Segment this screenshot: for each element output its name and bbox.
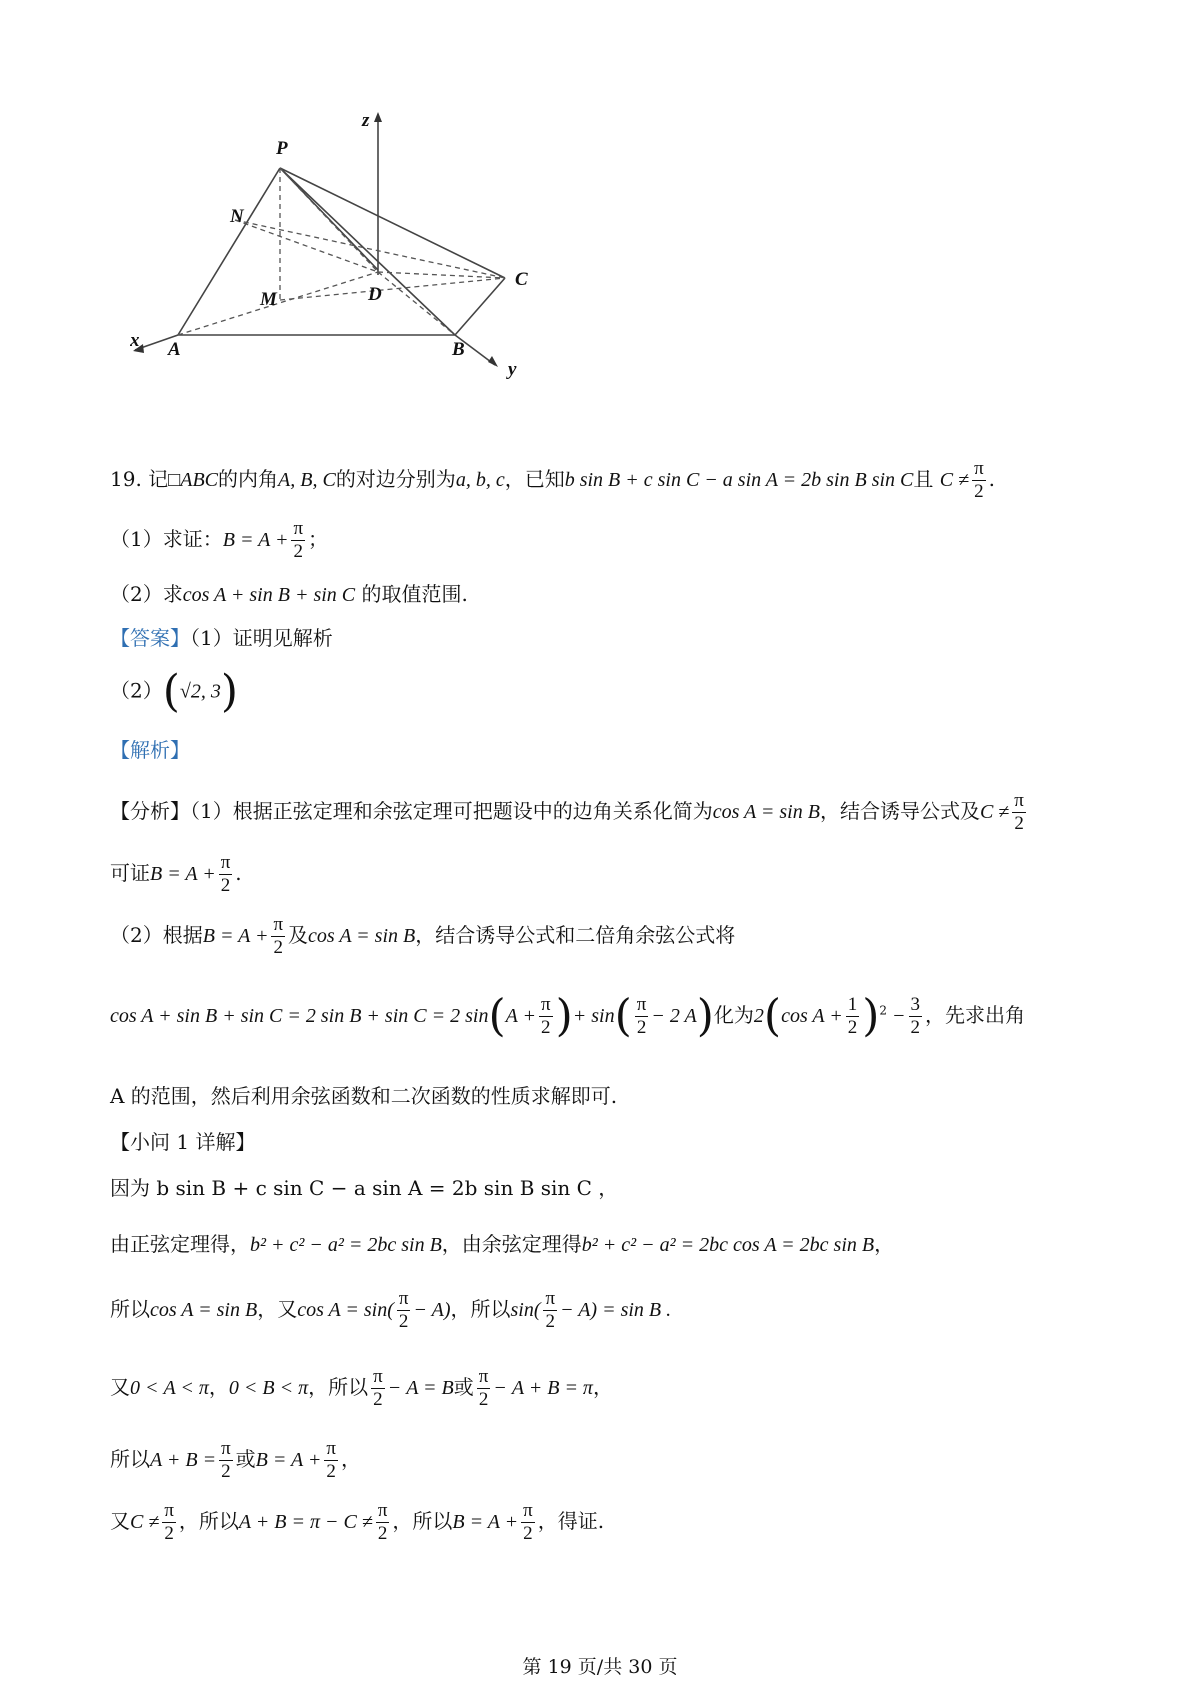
label-x: x [130,330,140,351]
label-y: y [508,359,517,380]
answer-line-1: 【答案】（1）证明见解析 [110,626,333,650]
fraction: $\frac{\pi}{2}$ [478,1366,489,1410]
label-P: P [276,138,288,159]
fraction: $\frac{\pi}{2}$ [326,1438,336,1482]
fraction: $\frac{\pi}{2}$ [540,994,551,1038]
detail-line-1: 因为 b sin B + c sin C − a sin A = 2b sin B sin C ， [110,1176,619,1200]
fraction: $\frac{\pi}{2}$ [523,1500,533,1544]
detail-line-3: 所以cos A = sin B，又cos A = sin( $\frac{\pi}{2}$ − A)，所以sin( $\frac{\pi}{2}$ − A) = sin B . [110,1288,672,1332]
detail-line-6: 又C ≠ $\frac{\pi}{2}$ ，所以A + B = π − C ≠ $\frac{\pi}{2}$ ，所以B = A + $\frac{\pi}{2}$ ，得证. [110,1500,605,1544]
page-footer: 第 19 页/共 30 页 [522,1656,678,1678]
fraction: $\frac{\pi}{2}$ [377,1500,388,1544]
fraction: $\frac{\pi}{2}$ [164,1500,174,1544]
pyramid-figure [130,110,610,420]
problem-stem: 19. 记□ABC的内角A, B, C的对边分别为a, b, c，已知b sin B + c sin C − a sin A = 2b sin B sin C且 C ≠ $\frac{\pi}{2}$ . [110,458,996,502]
z-axis-arrow-icon [374,112,382,122]
label-M: M [260,289,277,310]
fraction: $\frac{\pi}{2}$ [974,458,984,502]
fraction: $\frac{\pi}{2}$ [398,1288,409,1332]
fraction: $\frac{\pi}{2}$ [293,518,304,562]
label-D: D [368,284,382,305]
detail-line-5: 所以A + B = $\frac{\pi}{2}$ 或B = A + $\frac{\pi}{2}$ ， [110,1438,361,1482]
y-axis-arrow-icon [488,356,498,367]
label-C: C [515,269,528,290]
analysis-line-4: cos A + sin B + sin C = 2 sin B + sin C = 2 sin(A + $\frac{\pi}{2}$ )+ sin( $\frac{\pi}{2}$ − 2 A)化为2(cos A + $\frac{1}{2}$ )$^2$ − $\frac{3}{2}$ ，先求出角 [110,990,1026,1042]
analysis-line-1: 【分析】（1）根据正弦定理和余弦定理可把题设中的边角关系化简为cos A = sin B，结合诱导公式及C ≠ $\frac{\pi}{2}$ [110,790,1024,834]
answer-line-2: （2）(√2, 3) [110,666,239,717]
question-1: （1）求证：B = A + $\frac{\pi}{2}$ ； [110,518,329,562]
detail-tag-line [110,1126,1120,1158]
detail-tag: 【小问 1 详解】 [110,1130,256,1154]
answer-tag: 【答案】 [110,626,190,650]
fraction: $\frac{1}{2}$ [847,994,858,1038]
label-A: A [168,339,181,360]
label-z: z [362,110,370,131]
label-N: N [230,206,244,227]
fraction: $\frac{\pi}{2}$ [545,1288,556,1332]
detail-line-4: 又0 < A < π，0 < B < π，所以 $\frac{\pi}{2}$ − A = B或 $\frac{\pi}{2}$ − A + B = π， [110,1366,613,1410]
fraction: $\frac{\pi}{2}$ [273,914,284,958]
analysis-line-2: 可证B = A + $\frac{\pi}{2}$ . [110,852,242,896]
fraction: $\frac{\pi}{2}$ [220,852,231,896]
fraction: $\frac{\pi}{2}$ [636,994,647,1038]
analysis-line-5: A 的范围，然后利用余弦函数和二次函数的性质求解即可. [110,1084,618,1108]
detail-line-2: 由正弦定理得，b² + c² − a² = 2bc sin B，由余弦定理得b² + c² − a² = 2bc cos A = 2bc sin B， [110,1232,895,1256]
fraction: $\frac{\pi}{2}$ [373,1366,383,1410]
analysis-line-3: （2）根据B = A + $\frac{\pi}{2}$ 及cos A = sin B，结合诱导公式和二倍角余弦公式将 [110,914,736,958]
analysis-tag: 【解析】 [110,738,190,762]
label-B: B [452,339,465,360]
question-2: （2）求cos A + sin B + sin C 的取值范围. [110,582,468,606]
fraction: $\frac{\pi}{2}$ [221,1438,231,1482]
pyramid-diagram [130,110,610,420]
fraction: $\frac{3}{2}$ [910,994,921,1038]
fraction: $\frac{\pi}{2}$ [1014,790,1024,834]
analysis-tag-line [110,734,1120,766]
